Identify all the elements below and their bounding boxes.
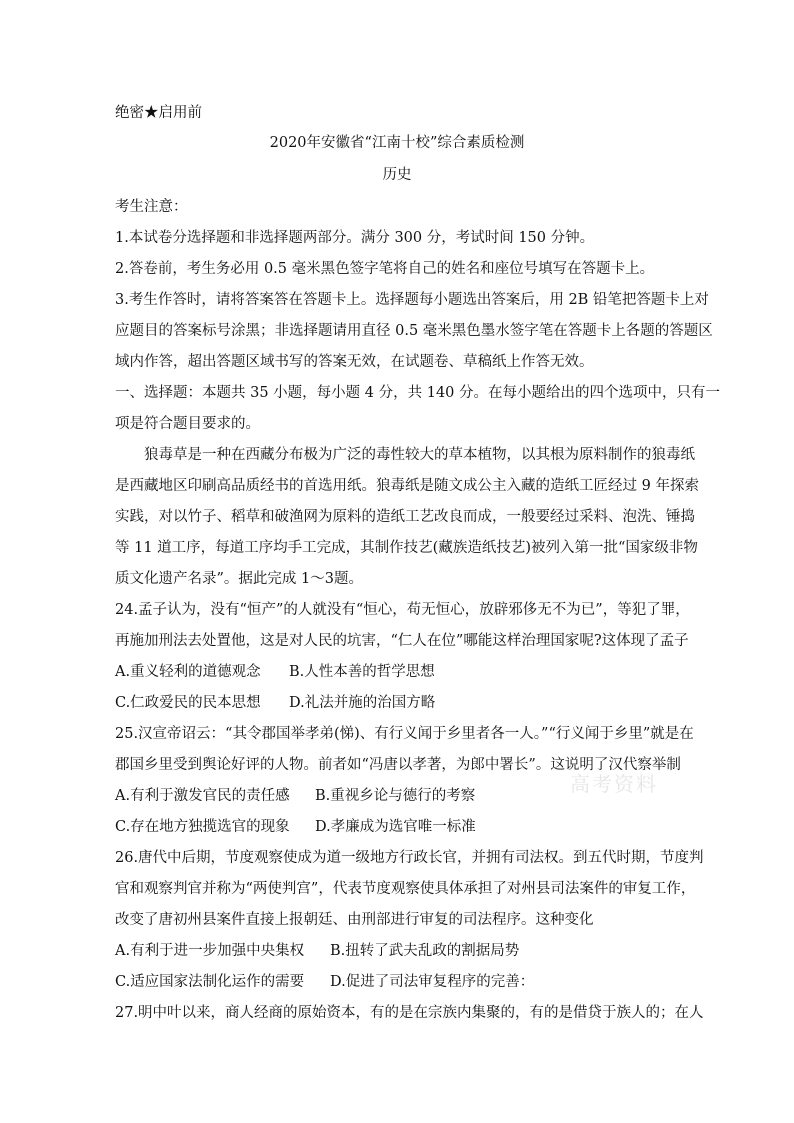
question-26-option-c: C.适应国家法制化运作的需要 — [115, 974, 305, 990]
question-24-stem-line-2: 再施加刑法去处置他，这是对人民的坑害，“仁人在位”哪能这样治理国家呢?这体现了孟子 — [115, 633, 689, 649]
notice-item-2: 2.答卷前，考生务必用 0.5 毫米黑色签字笔将自己的姓名和座位号填写在答题卡上。 — [115, 261, 655, 277]
question-24-option-b: B.人性本善的哲学思想 — [289, 664, 435, 680]
secret-label: 绝密★启用前 — [115, 105, 202, 121]
question-26-option-b: B.扭转了武夫乱政的割据局势 — [330, 943, 520, 959]
passage-line-5: 质文化遗产名录”。据此完成 1～3题。 — [115, 571, 363, 587]
passage-line-3: 实践，对以竹子、稻草和破渔网为原料的造纸工艺改良而成，一般要经过采料、泡洗、锤捣 — [115, 509, 695, 525]
notice-item-3-line-1: 3.考生作答时，请将答案答在答题卡上。选择题每小题选出答案后，用 2B 铅笔把答题卡上对 — [115, 292, 709, 308]
question-26-stem-line-3: 改变了唐初州县案件直接上报朝廷、由刑部进行审复的司法程序。这种变化 — [115, 912, 594, 928]
question-24-option-d: D.礼法并施的治国方略 — [289, 695, 436, 711]
section-intro-line-2: 项是符合题目要求的。 — [115, 416, 260, 432]
question-24-stem-line-1: 24.孟子认为，没有“恒产”的人就没有“恒心，苟无恒心，放辟邪侈无不为已”，等犯了罪， — [115, 602, 690, 618]
notice-item-3-line-2: 应题目的答案标号涂黑；非选择题请用直径 0.5 毫米黑色墨水签字笔在答题卡上各题的答题区 — [115, 323, 713, 339]
question-26-option-d: D.促进了司法审复程序的完善： — [330, 974, 535, 990]
passage-line-4: 等 11 道工序，每道工序均手工完成，其制作技艺(藏族造纸技艺)被列入第一批“国家级非物 — [115, 540, 698, 556]
question-26-stem-line-1: 26.唐代中后期，节度观察使成为道一级地方行政长官，并拥有司法权。到五代时期，节度判 — [115, 850, 704, 866]
section-intro-line-1: 一、选择题：本题共 35 小题，每小题 4 分，共 140 分。在每小题给出的四个选项中，只有一 — [115, 385, 721, 401]
question-25-option-c: C.存在地方独揽选官的现象 — [115, 819, 290, 835]
exam-title: 2020年安徽省“江南十校”综合素质检测 — [269, 135, 525, 151]
question-24-option-c: C.仁政爱民的民本思想 — [115, 695, 261, 711]
question-26-option-a: A.有利于进一步加强中央集权 — [115, 943, 305, 959]
question-25-stem-line-2: 郡国乡里受到舆论好评的人物。前者如“冯唐以孝著，为郎中署长”。这说明了汉代察举制 — [115, 757, 681, 773]
passage-line-1: 狼毒草是一种在西藏分布极为广泛的毒性较大的草本植物，以其根为原料制作的狼毒纸 — [144, 447, 695, 463]
notice-item-3-line-3: 域内作答，超出答题区域书写的答案无效，在试题卷、草稿纸上作答无效。 — [115, 354, 594, 370]
question-27-stem-line-1: 27.明中叶以来，商人经商的原始资本，有的是在宗族内集聚的，有的是借贷于族人的；在人 — [115, 1005, 704, 1021]
watermark: 高考资料 — [570, 772, 658, 796]
notice-item-1: 1.本试卷分选择题和非选择题两部分。满分 300 分，考试时间 150 分钟。 — [115, 230, 595, 246]
question-25-option-d: D.孝廉成为选官唯一标准 — [315, 819, 476, 835]
question-25-option-a: A.有利于激发官民的责任感 — [115, 788, 290, 804]
notice-heading: 考生注意： — [115, 199, 188, 215]
subject-title: 历史 — [382, 167, 412, 183]
passage-line-2: 是西藏地区印刷高品质经书的首选用纸。狼毒纸是随文成公主入藏的造纸工匠经过 9 年探索 — [115, 478, 699, 494]
question-24-option-a: A.重义轻利的道德观念 — [115, 664, 261, 680]
question-25-stem-line-1: 25.汉宣帝诏云：“其令郡国举孝弟(悌)、有行义闻于乡里者各一人。”“行义闻于乡里”就是在 — [115, 726, 694, 742]
question-26-stem-line-2: 官和观察判官并称为“两使判宫”，代表节度观察使具体承担了对州县司法案件的审复工作， — [115, 881, 696, 897]
question-25-option-b: B.重视乡论与德行的考察 — [315, 788, 476, 804]
